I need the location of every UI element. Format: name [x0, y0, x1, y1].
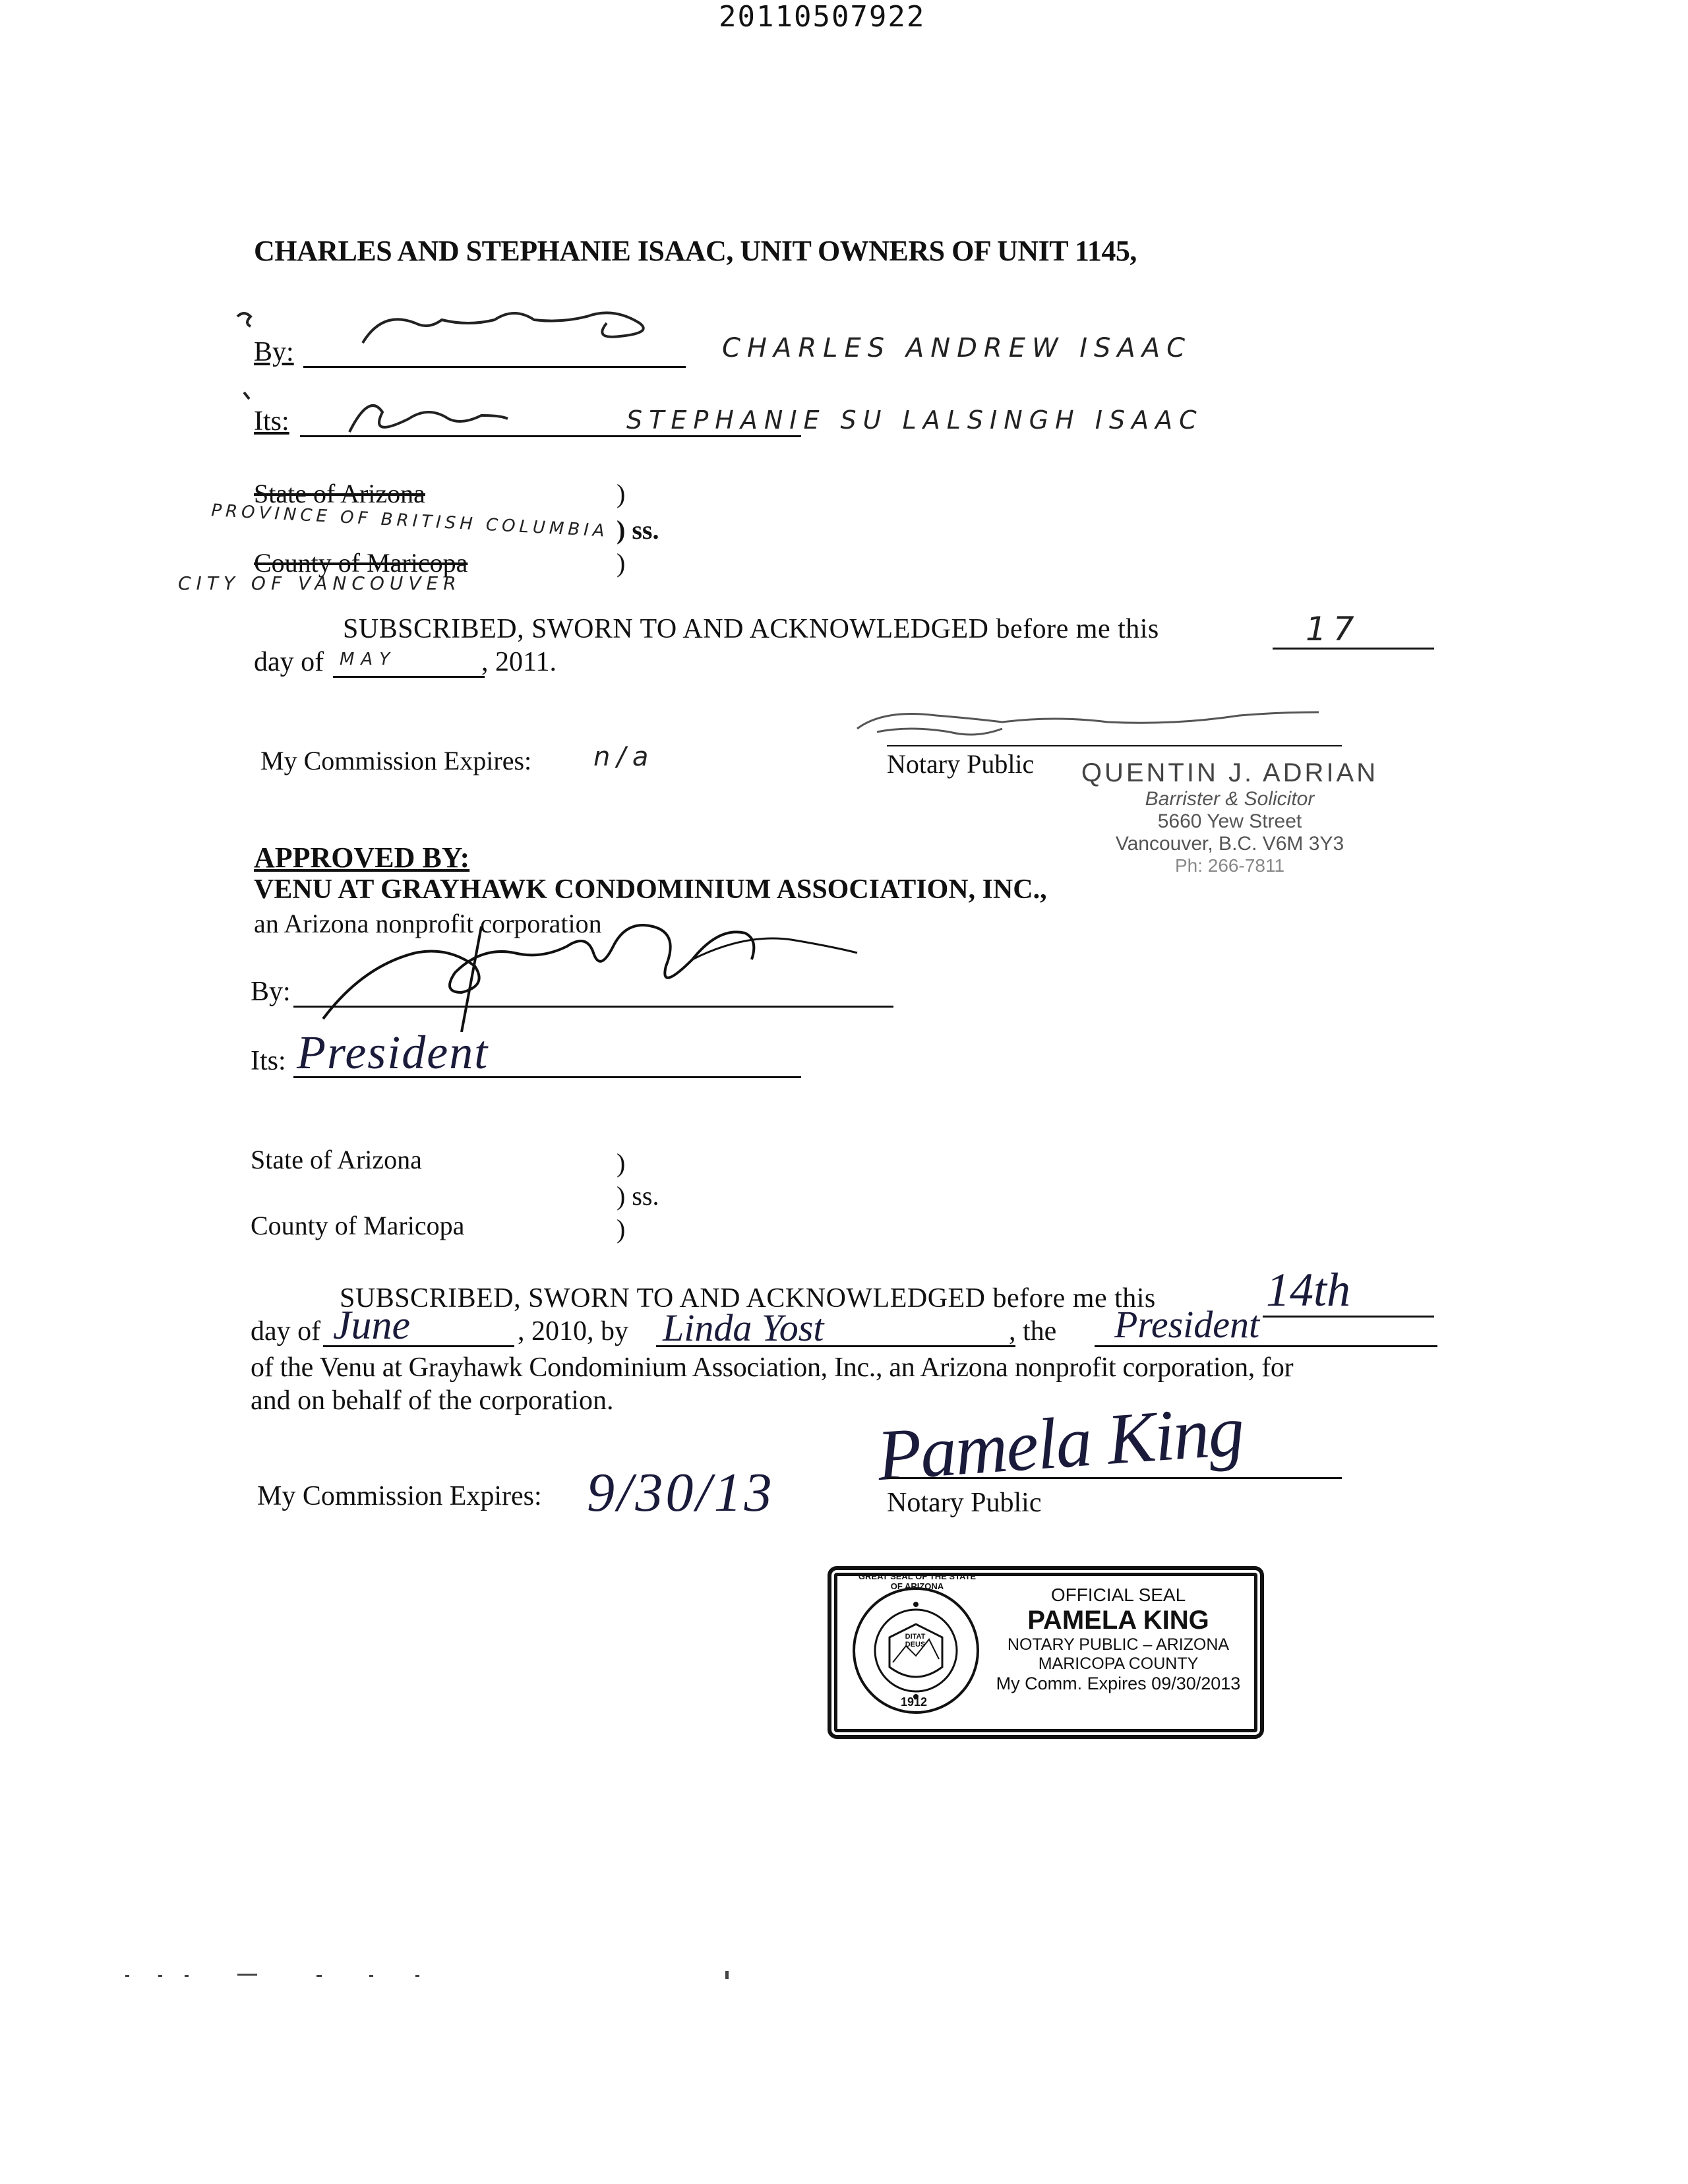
owners-its-signature [237, 386, 534, 445]
seal-line-3: My Comm. Expires 09/30/2013 [996, 1674, 1241, 1693]
notary-stamp-phone: Ph: 266-7811 [1174, 855, 1285, 876]
approved-by-label: APPROVED BY: [254, 841, 470, 874]
association-county-label: County of Maricopa [251, 1211, 465, 1240]
seal-motto: DITAT DEUS [905, 1633, 926, 1649]
owners-notary-label: Notary Public [887, 749, 1035, 779]
scan-artifacts [119, 1968, 778, 1982]
association-subtitle: an Arizona nonprofit corporation [254, 909, 602, 938]
association-month: June [333, 1303, 411, 1348]
owners-notary-line [887, 745, 1342, 746]
owners-commission-value: n/a [593, 742, 655, 772]
notary-stamp-name: QUENTIN J. ADRIAN [1081, 758, 1379, 787]
association-its-value: President [297, 1026, 489, 1079]
owners-day-of-label: day of [254, 647, 324, 677]
association-name: VENU AT GRAYHAWK CONDOMINIUM ASSOCIATION, INC., [254, 874, 1047, 905]
association-subscribed-text: SUBSCRIBED, SWORN TO AND ACKNOWLEDGED before me this [340, 1283, 1156, 1314]
owners-its-label: Its: [254, 406, 289, 437]
notary-stamp-title: Barrister & Solicitor [1145, 788, 1315, 810]
owners-notary-stamp [1075, 758, 1385, 876]
owners-paren-1: ) [617, 479, 626, 508]
association-day-number: 14th [1266, 1263, 1351, 1316]
seal-text-block [990, 1585, 1247, 1694]
seal-line-1: NOTARY PUBLIC – ARIZONA [1007, 1635, 1230, 1654]
owners-notary-signature [851, 702, 1339, 748]
seal-notary-name: PAMELA KING [1027, 1606, 1209, 1635]
association-notary-line [887, 1477, 1342, 1479]
owners-by-label: By: [254, 337, 294, 367]
owners-by-signature [231, 307, 692, 366]
seal-ring-text: GREAT SEAL OF THE STATE OF ARIZONA [858, 1571, 977, 1591]
owners-ss: ) ss. [617, 515, 659, 545]
owners-month-line [333, 676, 485, 678]
notary-stamp-address2: Vancouver, B.C. V6M 3Y3 [1115, 833, 1344, 855]
association-notary-label: Notary Public [887, 1488, 1042, 1518]
association-commission-value: 9/30/13 [587, 1462, 775, 1523]
official-seal-stamp [828, 1566, 1264, 1739]
owners-subscribed-text: SUBSCRIBED, SWORN TO AND ACKNOWLEDGED before me this [343, 614, 1159, 644]
association-paren-1: ) [617, 1148, 626, 1178]
owners-paren-2: ) [617, 548, 626, 578]
owners-county-label: County of Maricopa [254, 548, 468, 578]
association-body-line-2: of the Venu at Grayhawk Condominium Association, Inc., an Arizona nonprofit corporation, for [251, 1352, 1294, 1383]
association-the-label: , the [1009, 1316, 1057, 1347]
association-its-label: Its: [251, 1046, 286, 1076]
association-by-label: By: [251, 977, 291, 1007]
owners-month: MAY [340, 650, 397, 669]
association-title: President [1114, 1303, 1260, 1346]
owners-state-replacement: PROVINCE OF BRITISH COLUMBIA [210, 501, 609, 541]
seal-title: OFFICIAL SEAL [1050, 1585, 1186, 1605]
owners-heading: CHARLES AND STEPHANIE ISAAC, UNIT OWNERS OF UNIT 1145, [254, 235, 1137, 267]
owners-commission-label: My Commission Expires: [260, 746, 532, 775]
notary-stamp-address1: 5660 Yew Street [1157, 810, 1302, 832]
association-day-of-label: day of [251, 1316, 321, 1347]
association-person: Linda Yost [663, 1306, 824, 1349]
association-notary-signature: Pamela King [874, 1389, 1246, 1496]
owners-by-name: CHARLES ANDREW ISAAC [722, 333, 1192, 363]
association-year-text: , 2010, by [518, 1316, 628, 1347]
association-body-line-3: and on behalf of the corporation. [251, 1385, 614, 1416]
owners-by-line [303, 366, 686, 368]
owners-day-number: 17 [1306, 610, 1361, 648]
association-by-signature [284, 920, 930, 1032]
owners-state-label: State of Arizona [254, 479, 425, 508]
association-ss: ) ss. [617, 1181, 659, 1211]
seal-ring-year: 1912 [901, 1695, 928, 1709]
seal-line-2: MARICOPA COUNTY [1038, 1654, 1199, 1673]
owners-county-replacement: CITY OF VANCOUVER [178, 572, 462, 594]
owners-its-name: STEPHANIE SU LALSINGH ISAAC [626, 406, 1203, 435]
association-paren-2: ) [617, 1214, 626, 1244]
association-state-label: State of Arizona [251, 1145, 422, 1174]
document-number: 20110507922 [719, 0, 926, 34]
owners-year-text: , 2011. [481, 647, 557, 677]
association-commission-label: My Commission Expires: [257, 1481, 542, 1511]
